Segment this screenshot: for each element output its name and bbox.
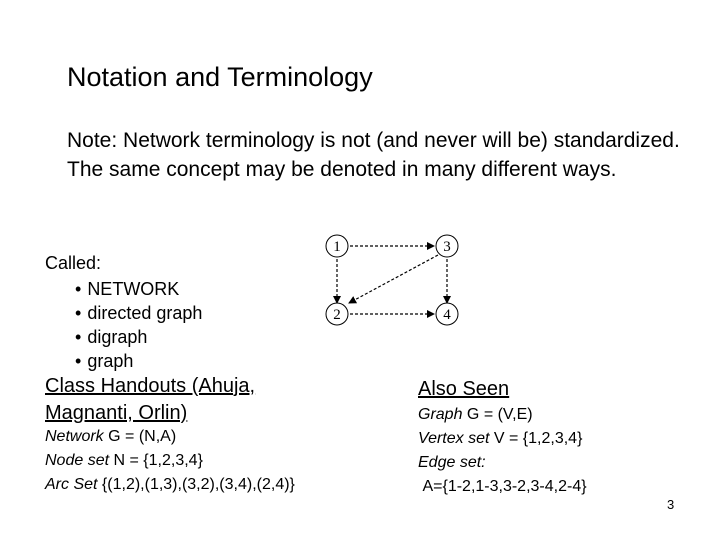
page-number: 3 xyxy=(667,497,675,512)
edge-3-2 xyxy=(349,255,438,303)
node-label: 2 xyxy=(333,307,341,323)
node-label: 3 xyxy=(443,239,451,255)
class-handouts-title: Class Handouts (Ahuja, Magnanti, Orlin) xyxy=(45,375,256,424)
called-item: • graph xyxy=(75,349,202,373)
node-label: 1 xyxy=(333,239,341,255)
called-item: • digraph xyxy=(75,325,202,349)
also-seen-line: Edge set: xyxy=(418,454,486,471)
called-item: • directed graph xyxy=(75,301,202,325)
called-item: • NETWORK xyxy=(75,277,202,301)
also-seen-title: Also Seen xyxy=(418,378,510,400)
also-seen-line: Vertex set V = {1,2,3,4} xyxy=(418,430,583,447)
terminology-note: Note: Network terminology is not (and never will be) standardized. The same concept may be denoted in many different ways. xyxy=(67,129,680,181)
handout-line: Network G = (N,A) xyxy=(45,428,177,445)
called-label: Called: xyxy=(45,253,102,273)
network-diagram xyxy=(316,233,466,333)
also-seen-lines xyxy=(418,403,587,499)
handout-line: Node set N = {1,2,3,4} xyxy=(45,452,203,469)
class-handouts-lines xyxy=(45,425,295,497)
also-seen-line: Graph G = (V,E) xyxy=(418,406,533,423)
also-seen-line: A={1-2,1-3,3-2,3-4,2-4} xyxy=(422,478,587,495)
called-list xyxy=(75,277,202,373)
node-label: 4 xyxy=(443,307,451,323)
handout-line: Arc Set {(1,2),(1,3),(3,2),(3,4),(2,4)} xyxy=(45,476,295,493)
slide-title: Notation and Terminology xyxy=(67,62,373,92)
